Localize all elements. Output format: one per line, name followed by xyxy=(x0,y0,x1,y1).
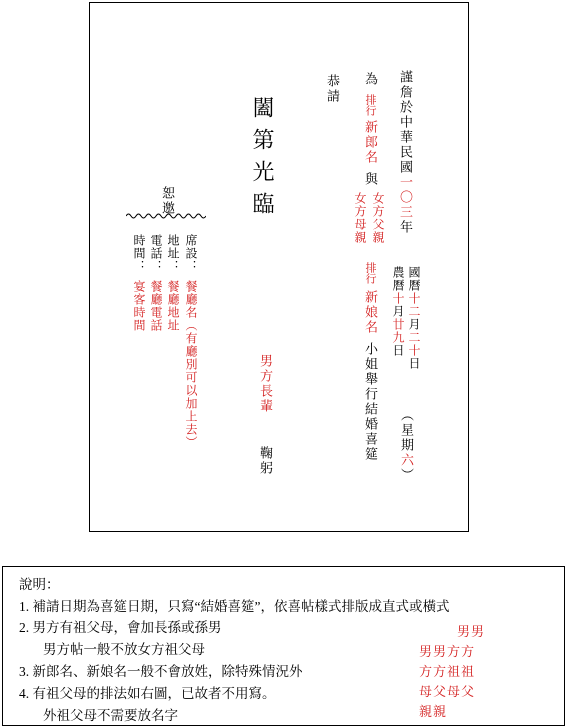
solar-date-column xyxy=(408,266,420,370)
bride-father: 女方父親 xyxy=(371,192,385,244)
regret-text: 恕邀 xyxy=(159,186,174,216)
phone-value: 餐廳電話 xyxy=(149,280,163,332)
date-column xyxy=(398,70,411,235)
solar-month-value: 十二 xyxy=(407,292,421,318)
year-value: 一〇三 xyxy=(397,175,412,220)
wavy-divider xyxy=(126,212,206,220)
solar-head: 國曆 xyxy=(407,266,421,292)
note-4: 4. 有祖父母的排法如右圖，已故者不用寫。 xyxy=(19,686,276,701)
lunar-day-value: 廿九 xyxy=(391,318,405,344)
phone-label: 電話： xyxy=(149,234,163,273)
notes-heading: 說明： xyxy=(19,577,60,592)
bow-text: 鞠躬 xyxy=(257,446,272,476)
lunar-month-unit: 月 xyxy=(391,305,405,318)
note-2: 2. 男方有祖父母，會加長孫或孫男 xyxy=(19,620,222,635)
diagram-row-4: 母父母父 xyxy=(419,685,476,700)
solar-day-unit: 日 xyxy=(407,357,421,370)
notes-box xyxy=(2,566,565,726)
time-label: 時間： xyxy=(132,234,146,273)
lunar-head: 農曆 xyxy=(391,266,405,292)
lunar-day-unit: 日 xyxy=(391,344,405,357)
note-3: 3. 新郎名、新娘名一般不會放姓，除特殊情況外 xyxy=(19,664,303,679)
wei-char: 為 xyxy=(362,72,377,87)
bride-mother: 女方母親 xyxy=(353,192,367,244)
groom-name: 新郎名 xyxy=(362,120,377,165)
bride-rank: 排行 xyxy=(364,262,377,284)
address-value: 餐廳地址 xyxy=(166,280,180,332)
solar-day-value: 二十 xyxy=(407,331,421,357)
host-name: 男方長輩 xyxy=(257,354,272,414)
invite-text: 恭請 xyxy=(324,74,339,104)
seats-label: 席設： xyxy=(184,234,198,273)
diagram-row-5: 親親 xyxy=(419,705,448,720)
time-value: 宴客時間 xyxy=(132,280,146,332)
lunar-month-value: 十 xyxy=(391,292,405,305)
note-4b: 外祖父母不需要放名字 xyxy=(43,708,178,723)
address-label: 地址： xyxy=(166,234,180,273)
diagram-row-3: 方方祖祖 xyxy=(419,665,476,680)
weekday-column xyxy=(399,408,412,483)
date-prefix: 謹詹於中華民國 xyxy=(397,70,412,175)
bride-name: 新娘名 xyxy=(362,290,377,335)
yu-char: 與 xyxy=(362,172,377,187)
invite-title: 闔第光臨 xyxy=(249,96,274,224)
note-2b: 男方帖一般不放女方祖父母 xyxy=(43,642,205,657)
diagram-row-2: 男男方方 xyxy=(419,645,476,660)
groom-rank: 排行 xyxy=(364,94,377,116)
weekday-close: ） xyxy=(398,468,413,483)
seats-value: 餐廳名（有廳別可以加上去） xyxy=(184,280,198,449)
year-unit: 年 xyxy=(397,220,412,235)
solar-month-unit: 月 xyxy=(407,318,421,331)
lunar-date-column xyxy=(392,266,404,357)
diagram-row-1: 男男 xyxy=(457,625,486,640)
ceremony-text: 小姐舉行結婚喜筵 xyxy=(362,342,377,462)
weekday-open: （星期 xyxy=(398,408,413,453)
note-1: 1. 補請日期為喜筵日期，只寫“結婚喜筵”，依喜帖樣式排版成直式或橫式 xyxy=(19,599,450,614)
weekday-value: 六 xyxy=(398,453,413,468)
